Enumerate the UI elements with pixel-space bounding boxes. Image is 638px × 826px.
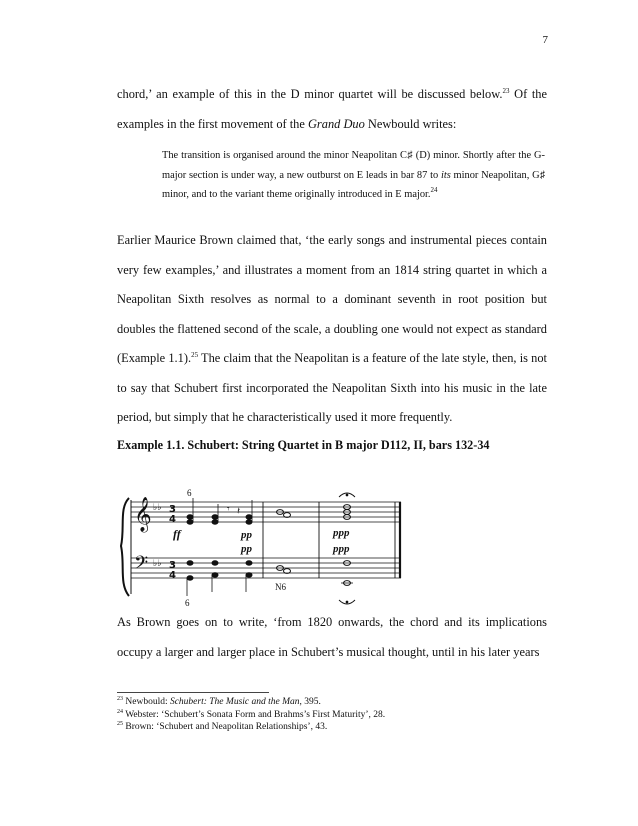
footnote-ref-25[interactable]: 25 [191, 351, 199, 359]
key-flats-bass: ♭♭ [153, 559, 162, 569]
dynamic-pp-bottom: pp [241, 543, 252, 555]
label-n6: N6 [275, 582, 286, 592]
footnote-23: $^{23}$ Newbould: Schubert: The Music and the Man, 395. [117, 696, 321, 707]
figure-6-top: 6 [187, 488, 192, 498]
svg-text:𝄾: 𝄾 [227, 504, 230, 515]
footnote-24: $^{24}$ Webster: ‘Schubert’s Sonata Form and Brahms’s First Maturity’, 28. [117, 708, 386, 720]
dynamic-ff: ff [173, 527, 181, 541]
noteheads [187, 498, 353, 596]
footnote-ref-23[interactable]: 23 [502, 87, 510, 95]
bass-clef-icon: 𝄢 [134, 553, 149, 578]
footnote-ref-24[interactable]: 24 [430, 186, 438, 194]
svg-text:4: 4 [169, 570, 176, 581]
work-title: Grand Duo [307, 116, 365, 131]
footnote-divider [117, 692, 269, 693]
music-example-score [117, 488, 407, 608]
dynamic-ppp-bottom: ppp [333, 543, 350, 555]
paragraph-2: Earlier Maurice Brown claimed that, ‘the early songs and instrumental pieces contain very few examples,’ and illustrates a moment from an 1814 string quartet in which a Neapolitan Sixth resolves as normal to a dominant seventh in root position but doubles the flattened second of the scale, a doubling one would not expect as standard (Example 1.1).$^{25}$ The claim that the Neapolitan is a feature of the late style, then, is not to say that Schubert first incorporated the Neapolitan Sixth into his music in the late period, but simply that he characteristically used it more frequently. [117, 233, 547, 424]
example-caption: Example 1.1. Schubert: String Quartet in B major D112, II, bars 132-34 [117, 438, 490, 452]
clefs-and-key [134, 497, 176, 581]
paragraph-1: chord,’ an example of this in the D minor quartet will be discussed below.$^{23}$ Of the examples in the first movement of the Grand Duo Newbould writes: [117, 87, 547, 131]
figure-6-bottom: 6 [185, 598, 190, 608]
time-signature: 3 [169, 504, 176, 515]
dynamic-pp-top: pp [241, 529, 252, 541]
dynamic-ppp-top: ppp [333, 527, 350, 539]
paragraph-3: As Brown goes on to write, ‘from 1820 onwards, the chord and its implications occupy a larger and larger place in Schubert’s musical thought, until in his later years [117, 615, 547, 659]
rests [227, 504, 240, 517]
page-number: 7 [542, 34, 548, 46]
footnote-25: $^{25}$ Brown: ‘Schubert and Neapolitan Relationships’, 43. [117, 721, 328, 733]
footnotes [117, 696, 385, 734]
block-quote: The transition is organised around the minor Neapolitan C♯ (D) minor. Shortly after the G-major section is under way, a new outburst on E leads in bar 87 to its minor Neapolitan, G♯ minor, and to the variant theme originally introduced in E major.$^{24}$ [162, 150, 545, 200]
svg-text:3: 3 [169, 560, 176, 571]
svg-text:𝄽: 𝄽 [237, 506, 241, 517]
treble-clef-icon: 𝄞 [134, 497, 152, 532]
svg-text:4: 4 [169, 514, 176, 525]
grand-staff-brace [121, 498, 131, 596]
key-flats: ♭♭ [153, 503, 162, 513]
